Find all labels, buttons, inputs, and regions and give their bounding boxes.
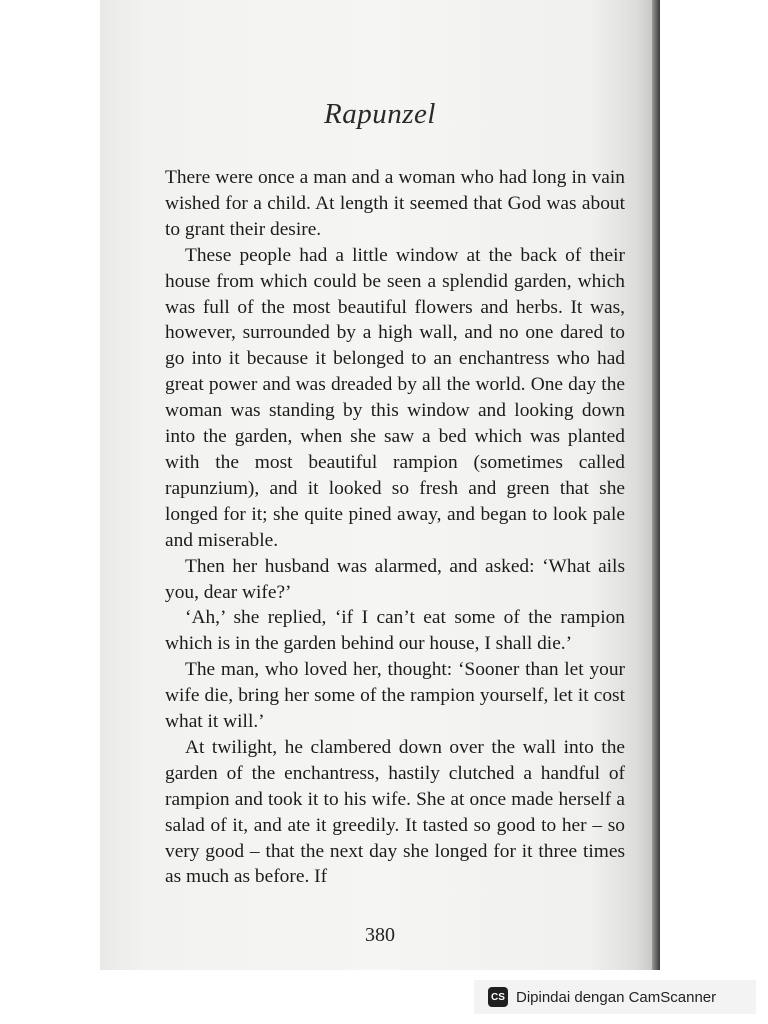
paragraph: ‘Ah,’ she replied, ‘if I can’t eat some of the rampion which is in the garden behind our house, I shall die.’: [165, 607, 625, 655]
page-number: 380: [365, 924, 395, 946]
watermark-label: Dipindai dengan CamScanner: [516, 988, 717, 1006]
paragraph: The man, who loved her, thought: ‘Sooner than let your wife die, bring her some of the rampion yourself, let it cost what it will.’: [165, 659, 625, 733]
paragraph: Then her husband was alarmed, and asked: ‘What ails you, dear wife?’: [165, 555, 625, 603]
camscanner-icon: CS: [488, 987, 508, 1007]
paragraph: These people had a little window at the back of their house from which could be seen a splendid garden, which was full of the most beautiful flowers and herbs. It was, however, surrounded by a high wall, and no one dared to go into it because it belonged to an enchantress who had great power and was dreaded by all the world. One day the woman was standing by this window and looking down into the garden, when she saw a bed which was planted with the most beautiful rampion (sometimes called rapunzium), and it looked so fresh and green that she longed for it; she quite pined away, and began to look pale and miserable.: [165, 244, 625, 551]
paragraph: At twilight, he clambered down over the wall into the garden of the enchantress, hastily clutched a handful of rampion and took it to his wife. She at once made herself a salad of it, and ate it greedily. It tasted so good to her – so very good – that the next day she longed for it three times as much as before. If: [165, 736, 625, 888]
story-title: Rapunzel: [324, 98, 436, 130]
paragraph: There were once a man and a woman who had long in vain wished for a child. At length it seemed that God was about to grant their desire.: [165, 167, 625, 240]
story-body: [165, 165, 625, 890]
book-spine-shadow: [652, 0, 660, 970]
camscanner-watermark: [474, 980, 756, 1014]
